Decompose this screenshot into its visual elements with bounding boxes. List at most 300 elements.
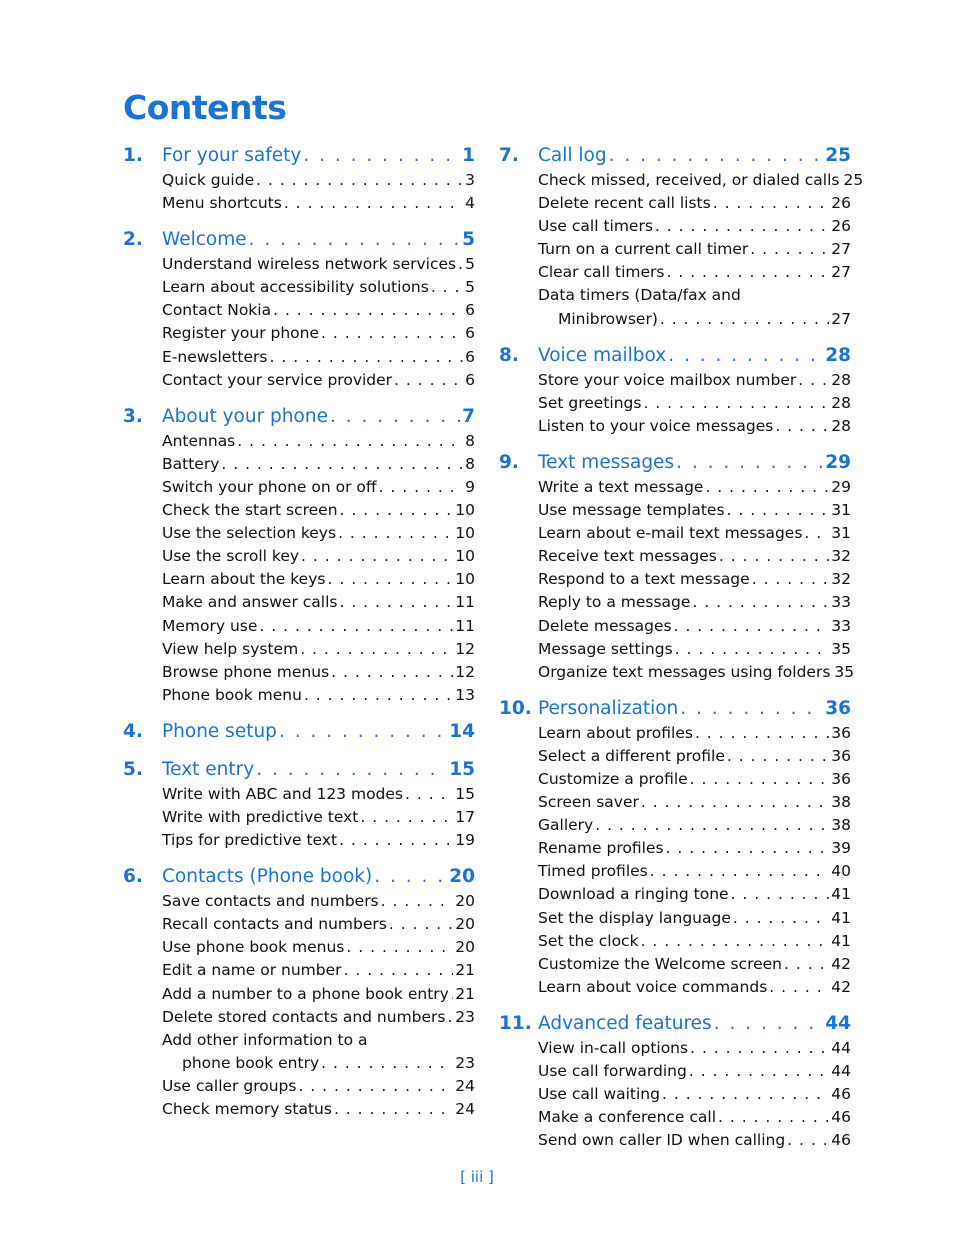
entry-page-number: 5 [465, 255, 475, 274]
entry-page-number: 10 [455, 547, 475, 566]
dot-leader [727, 499, 830, 522]
toc-left-column [123, 143, 475, 1133]
dot-leader [784, 953, 829, 976]
section-number: 3. [123, 405, 143, 427]
dot-leader [643, 392, 829, 415]
toc-entry[interactable] [162, 913, 475, 936]
toc-entry[interactable] [558, 308, 851, 331]
dot-leader [256, 169, 463, 192]
entry-page-number: 32 [831, 547, 851, 566]
dot-leader [448, 1006, 454, 1029]
entry-page-number: 44 [831, 1038, 851, 1057]
dot-leader [804, 522, 829, 545]
dot-leader [298, 1075, 453, 1098]
entry-title: Phone book menu [162, 685, 302, 704]
entry-title: Learn about accessibility solutions [162, 278, 429, 297]
toc-entry[interactable] [538, 953, 851, 976]
dot-leader [714, 1011, 824, 1037]
entry-page-number: 41 [831, 931, 851, 950]
section-number: 1. [123, 145, 143, 166]
toc-section-heading[interactable] [123, 143, 475, 169]
entry-title: Delete stored contacts and numbers [162, 1007, 446, 1026]
toc-entry[interactable] [162, 1006, 475, 1029]
toc-section [499, 143, 864, 331]
section-title: About your phone [162, 405, 328, 427]
entry-title: Learn about the keys [162, 570, 326, 589]
entry-page-number: 24 [455, 1076, 475, 1095]
dot-leader [695, 722, 829, 745]
toc-section [123, 227, 475, 392]
toc-entry[interactable] [538, 791, 851, 814]
toc-entry[interactable] [162, 959, 475, 982]
section-title: Text messages [538, 451, 675, 473]
section-page-number: 29 [825, 451, 851, 473]
toc-section [499, 696, 851, 999]
dot-leader [595, 814, 829, 837]
toc-entry[interactable] [538, 615, 851, 638]
entry-page-number: 33 [831, 593, 851, 612]
dot-leader [727, 745, 829, 768]
entry-title: Learn about e-mail text messages [538, 524, 803, 543]
toc-entry[interactable] [538, 638, 851, 661]
dot-leader [249, 227, 461, 253]
dot-leader [340, 499, 454, 522]
dot-leader [303, 143, 460, 169]
toc-entry[interactable] [538, 545, 851, 568]
entry-title: Listen to your voice messages [538, 416, 774, 435]
dot-leader [269, 346, 463, 369]
toc-section-heading[interactable] [499, 1011, 851, 1037]
section-number: 9. [499, 451, 519, 473]
section-title: Contacts (Phone book) [162, 866, 373, 888]
toc-entry[interactable] [162, 829, 475, 852]
toc-entry[interactable] [538, 930, 851, 953]
toc-entry[interactable] [182, 1052, 475, 1075]
toc-section [123, 143, 475, 215]
entry-title: View help system [162, 639, 299, 658]
toc-entry[interactable] [538, 837, 851, 860]
entry-page-number: 31 [831, 501, 851, 520]
entry-page-number: 44 [831, 1062, 851, 1080]
entry-title: Screen saver [538, 793, 639, 812]
dot-leader [798, 369, 829, 392]
dot-leader [301, 545, 453, 568]
entry-title: Recall contacts and numbers [162, 915, 387, 934]
toc-entry[interactable] [538, 1106, 851, 1129]
entry-title: Browse phone menus [162, 662, 330, 681]
entry-page-number: 5 [465, 278, 475, 297]
toc-section-heading[interactable] [123, 404, 475, 430]
entry-page-number: 36 [831, 723, 851, 742]
toc-entry[interactable] [538, 392, 851, 415]
entry-page-number: 25 [843, 171, 864, 189]
toc-entry[interactable] [162, 499, 475, 522]
toc-entry[interactable] [538, 768, 851, 791]
dot-leader [769, 976, 829, 999]
dot-leader [662, 1083, 829, 1106]
toc-entry[interactable] [162, 1075, 475, 1098]
toc-entry[interactable] [538, 1060, 851, 1083]
section-page-number: 36 [825, 697, 851, 719]
entry-title: Minibrowser) [558, 309, 658, 328]
dot-leader [256, 757, 447, 783]
dot-leader [379, 476, 464, 499]
entry-page-number: 11 [455, 616, 475, 635]
entry-page-number: 38 [831, 816, 851, 835]
entry-page-number: 21 [455, 961, 475, 980]
entry-title: Reply to a message [538, 593, 691, 612]
section-number: 11. [499, 1012, 532, 1034]
toc-entry[interactable] [162, 936, 475, 959]
toc-entry[interactable] [538, 722, 851, 745]
entry-title: Check the start screen [162, 501, 338, 520]
toc-entry[interactable] [538, 192, 851, 215]
toc-entry[interactable] [538, 1037, 851, 1060]
entry-title: Set the display language [538, 908, 731, 927]
dot-leader [273, 299, 463, 322]
section-number: 4. [123, 720, 143, 742]
toc-section-heading[interactable] [499, 450, 851, 476]
entry-title: E-newsletters [162, 347, 268, 366]
entry-page-number: 42 [831, 954, 851, 973]
dot-leader [321, 1052, 453, 1075]
entry-page-number: 12 [455, 639, 475, 658]
section-number: 8. [499, 344, 519, 366]
toc-entry[interactable] [538, 591, 851, 614]
entry-page-number: 6 [465, 370, 475, 389]
toc-section-heading[interactable] [123, 864, 475, 890]
section-number: 5. [123, 758, 143, 780]
entry-page-number: 17 [455, 807, 475, 826]
toc-entry[interactable] [538, 476, 851, 499]
dot-leader [321, 322, 463, 345]
dot-leader [259, 615, 453, 638]
dot-leader [431, 276, 463, 299]
toc-entry[interactable] [538, 369, 851, 392]
entry-title: View in-call options [538, 1038, 689, 1057]
toc-entry[interactable] [538, 1129, 851, 1152]
dot-leader [733, 907, 829, 930]
section-number: 6. [123, 866, 143, 888]
dot-leader [360, 806, 453, 829]
entry-title: Store your voice mailbox number [538, 370, 797, 389]
toc-section-heading[interactable] [123, 757, 475, 783]
toc-section [499, 1011, 851, 1152]
toc-right-column [499, 143, 864, 1164]
entry-title: phone book entry [182, 1053, 320, 1072]
dot-leader [237, 430, 463, 453]
dot-leader [339, 591, 453, 614]
dot-leader [458, 253, 463, 276]
entry-page-number: 23 [455, 1053, 475, 1072]
section-page-number: 14 [449, 720, 475, 742]
section-page-number: 1 [462, 145, 475, 166]
entry-page-number: 32 [831, 570, 851, 589]
dot-leader [279, 719, 447, 745]
entry-page-number: 27 [831, 240, 851, 259]
toc-entry[interactable] [162, 476, 475, 499]
toc-entry[interactable] [162, 806, 475, 829]
toc-entry[interactable] [538, 907, 851, 930]
dot-leader [668, 343, 823, 369]
toc-entry[interactable] [162, 430, 475, 453]
page-title: Contents [123, 88, 287, 127]
toc-entry[interactable] [162, 545, 475, 568]
entry-page-number: 15 [455, 784, 475, 803]
entry-page-number: 26 [831, 217, 851, 236]
section-title: Advanced features [538, 1012, 712, 1034]
toc-section-heading[interactable] [123, 719, 475, 745]
toc-entry[interactable] [538, 499, 851, 522]
section-number: 10. [499, 697, 532, 719]
entry-page-number: 40 [831, 862, 851, 881]
entry-page-number: 6 [465, 301, 475, 320]
section-title: Text entry [162, 758, 255, 780]
entry-title: Check memory status [162, 1100, 332, 1118]
entry-title: Customize a profile [538, 769, 688, 788]
dot-leader [667, 261, 830, 284]
toc-entry[interactable] [162, 983, 475, 1006]
toc-entry[interactable] [162, 568, 475, 591]
dot-leader [641, 791, 829, 814]
dot-leader [284, 192, 463, 215]
toc-entry[interactable] [162, 890, 475, 913]
toc-entry[interactable] [162, 322, 475, 345]
entry-page-number: 41 [831, 885, 851, 904]
dot-leader [394, 369, 463, 392]
entry-page-number: 10 [455, 524, 475, 543]
entry-page-number: 13 [455, 685, 475, 704]
entry-title: Check missed, received, or dialed calls [538, 171, 840, 189]
dot-leader [719, 545, 829, 568]
dot-leader [339, 829, 453, 852]
entry-page-number: 20 [455, 915, 475, 934]
toc-entry[interactable] [538, 661, 855, 684]
entry-page-number: 41 [831, 908, 851, 927]
toc-entry[interactable] [162, 783, 475, 806]
dot-leader [660, 308, 829, 331]
entry-title: Use call timers [538, 217, 653, 236]
dot-leader [221, 453, 463, 476]
toc-entry[interactable] [538, 883, 851, 906]
entry-title: Respond to a text message [538, 570, 750, 589]
entry-page-number: 10 [455, 570, 475, 589]
entry-page-number: 9 [465, 477, 475, 496]
dot-leader [609, 143, 824, 169]
entry-page-number: 27 [831, 263, 851, 282]
entry-title: Set the clock [538, 931, 639, 950]
entry-title: Timed profiles [538, 862, 648, 881]
entry-title: Write with ABC and 123 modes [162, 784, 404, 803]
section-number: 7. [499, 145, 519, 166]
entry-title: Use the scroll key [162, 547, 300, 566]
toc-section-heading[interactable] [123, 227, 475, 253]
dot-leader [346, 936, 453, 959]
dot-leader [705, 476, 829, 499]
entry-title: Use phone book menus [162, 938, 345, 957]
dot-leader [650, 860, 830, 883]
dot-leader [750, 238, 829, 261]
entry-page-number: 29 [831, 477, 851, 496]
entry-title: Menu shortcuts [162, 194, 282, 213]
toc-entry[interactable] [538, 568, 851, 591]
entry-title: Turn on a current call timer [538, 240, 749, 259]
entry-title: Use call forwarding [538, 1062, 687, 1080]
toc-entry[interactable] [538, 215, 851, 238]
toc-entry[interactable] [538, 169, 864, 192]
entry-page-number: 46 [831, 1085, 851, 1104]
entry-page-number: 6 [465, 324, 475, 343]
toc-entry[interactable] [162, 638, 475, 661]
entry-title: Download a ringing tone [538, 885, 729, 904]
entry-title: Write a text message [538, 477, 704, 496]
entry-title: Understand wireless network services [162, 255, 457, 274]
entry-page-number: 36 [831, 769, 851, 788]
entry-page-number: 20 [455, 892, 475, 911]
entry-title: Contact Nokia [162, 301, 272, 320]
dot-leader [300, 638, 453, 661]
entry-title: Switch your phone on or off [162, 477, 377, 496]
dot-leader [690, 768, 830, 791]
toc-entry[interactable] [162, 253, 475, 276]
section-title: Phone setup [162, 720, 277, 742]
entry-page-number: 8 [465, 431, 475, 450]
toc-entry[interactable] [162, 684, 475, 707]
toc-entry[interactable] [538, 522, 851, 545]
entry-page-number: 42 [831, 977, 851, 996]
entry-title: Use the selection keys [162, 524, 337, 543]
entry-title: Make and answer calls [162, 593, 338, 612]
entry-page-number: 8 [465, 454, 475, 473]
entry-title: Save contacts and numbers [162, 892, 379, 911]
entry-title: Delete messages [538, 616, 672, 635]
entry-title: Message settings [538, 639, 673, 658]
entry-page-number: 35 [834, 662, 855, 681]
dot-leader [655, 215, 829, 238]
entry-title: Rename profiles [538, 839, 664, 858]
section-page-number: 20 [449, 866, 475, 888]
entry-title: Edit a name or number [162, 961, 342, 980]
dot-leader [374, 864, 447, 890]
dot-leader [718, 1106, 829, 1129]
section-page-number: 44 [825, 1012, 851, 1034]
dot-leader [713, 192, 830, 215]
entry-title: Delete recent call lists [538, 194, 711, 213]
entry-page-number: 10 [455, 501, 475, 520]
toc-entry[interactable] [162, 522, 475, 545]
toc-entry[interactable] [162, 591, 475, 614]
toc-section-heading[interactable] [499, 343, 851, 369]
entry-title: Organize text messages using folders [538, 662, 831, 681]
entry-page-number: 21 [455, 984, 475, 1003]
toc-section [123, 404, 475, 707]
entry-title: Clear call timers [538, 263, 665, 282]
entry-page-number: 31 [831, 524, 851, 543]
entry-page-number: 28 [831, 416, 851, 435]
entry-title: Register your phone [162, 324, 320, 343]
entry-title: Quick guide [162, 171, 255, 189]
toc-section [123, 757, 475, 852]
entry-page-number: 27 [831, 309, 851, 328]
section-title: Voice mailbox [538, 344, 667, 366]
toc-section-heading[interactable] [499, 696, 851, 722]
toc-entry[interactable] [162, 661, 475, 684]
entry-title: Use caller groups [162, 1076, 297, 1095]
section-title: Personalization [538, 697, 679, 719]
section-page-number: 5 [462, 229, 475, 251]
toc-entry[interactable] [538, 415, 851, 438]
toc-entry[interactable] [162, 1098, 475, 1121]
toc-section [499, 343, 851, 438]
section-title: Welcome [162, 229, 247, 251]
toc-entry[interactable] [538, 1083, 851, 1106]
toc-entry[interactable] [538, 745, 851, 768]
section-page-number: 25 [825, 145, 851, 166]
entry-page-number: 28 [831, 393, 851, 412]
toc-entry[interactable] [162, 369, 475, 392]
section-number: 2. [123, 229, 143, 251]
page-number: [ iii ] [460, 1168, 494, 1186]
entry-title: Antennas [162, 431, 236, 450]
toc-entry[interactable] [538, 238, 851, 261]
toc-entry[interactable] [162, 276, 475, 299]
entry-page-number: 19 [455, 831, 475, 850]
section-title: For your safety [162, 145, 302, 166]
entry-title: Add a number to a phone book entry [162, 984, 449, 1003]
entry-page-number: 24 [455, 1100, 475, 1118]
toc-entry[interactable] [538, 814, 851, 837]
entry-title: Make a conference call [538, 1108, 717, 1127]
entry-page-number: 11 [455, 593, 475, 612]
toc-entry[interactable] [538, 261, 851, 284]
entry-page-number: 39 [831, 839, 851, 858]
dot-leader [680, 696, 823, 722]
dot-leader [675, 638, 830, 661]
entry-page-number: 4 [465, 194, 475, 213]
toc-entry[interactable] [538, 860, 851, 883]
dot-leader [676, 450, 823, 476]
toc-entry-title-line: Add other information to a [162, 1030, 368, 1049]
entry-title: Send own caller ID when calling [538, 1131, 786, 1150]
dot-leader [331, 661, 453, 684]
entry-title: Learn about voice commands [538, 977, 768, 996]
section-title: Call log [538, 145, 607, 166]
entry-title: Gallery [538, 816, 594, 835]
toc-entry[interactable] [162, 299, 475, 322]
entry-title: Use call waiting [538, 1085, 660, 1104]
toc-entry[interactable] [162, 453, 475, 476]
dot-leader [344, 959, 454, 982]
toc-entry[interactable] [162, 615, 475, 638]
entry-page-number: 36 [831, 746, 851, 765]
dot-leader [405, 783, 453, 806]
dot-leader [690, 1037, 829, 1060]
dot-leader [731, 883, 830, 906]
dot-leader [334, 1098, 453, 1121]
entry-page-number: 35 [831, 639, 851, 658]
toc-entry[interactable] [162, 346, 475, 369]
entry-title: Contact your service provider [162, 370, 393, 389]
entry-title: Learn about profiles [538, 723, 693, 742]
toc-section-heading[interactable] [499, 143, 851, 169]
dot-leader [304, 684, 453, 707]
toc-entry[interactable] [162, 169, 475, 192]
entry-page-number: 3 [465, 171, 475, 189]
toc-entry[interactable] [538, 976, 851, 999]
dot-leader [327, 568, 453, 591]
entry-title: Battery [162, 454, 220, 473]
toc-entry[interactable] [162, 192, 475, 215]
